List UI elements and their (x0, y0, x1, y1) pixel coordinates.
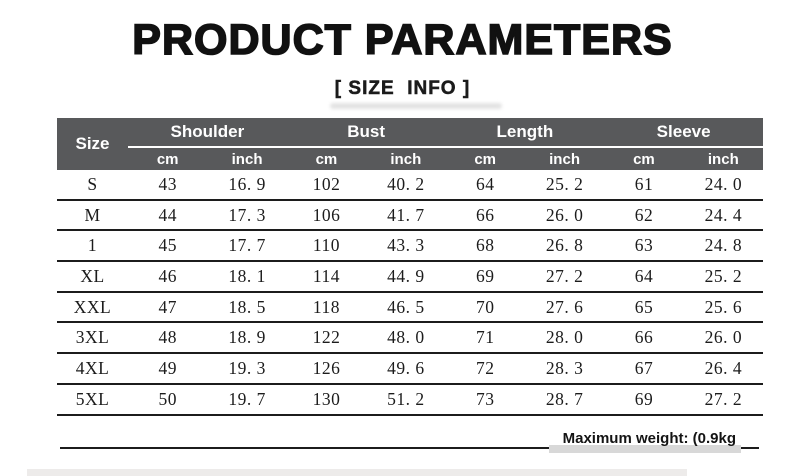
measurement-value: 51. 2 (366, 384, 445, 415)
size-label: 4XL (57, 353, 128, 384)
table-row (57, 170, 763, 200)
measurement-value: 19. 3 (207, 353, 286, 384)
measurement-value: 26. 8 (525, 230, 604, 261)
measurement-value: 28. 7 (525, 384, 604, 415)
measurement-value: 18. 9 (207, 322, 286, 353)
measurement-value: 71 (446, 322, 525, 353)
unit-header-length-inch: inch (525, 147, 604, 170)
table-row (57, 292, 763, 323)
size-label: XL (57, 261, 128, 292)
measurement-value: 64 (446, 170, 525, 200)
measurement-value: 16. 9 (207, 170, 286, 200)
measurement-value: 24. 8 (684, 230, 763, 261)
measurement-value: 72 (446, 353, 525, 384)
unit-header-sleeve-cm: cm (604, 147, 683, 170)
measurement-value: 47 (128, 292, 207, 323)
measurement-value: 46. 5 (366, 292, 445, 323)
measurement-value: 43. 3 (366, 230, 445, 261)
size-label: 3XL (57, 322, 128, 353)
measurement-value: 25. 6 (684, 292, 763, 323)
measurement-value: 49 (128, 353, 207, 384)
measurement-value: 66 (604, 322, 683, 353)
size-label: XXL (57, 292, 128, 323)
measurement-value: 102 (287, 170, 366, 200)
measurement-value: 69 (446, 261, 525, 292)
measurement-value: 45 (128, 230, 207, 261)
measurement-value: 26. 4 (684, 353, 763, 384)
measurement-value: 28. 0 (525, 322, 604, 353)
size-label: 1 (57, 230, 128, 261)
measurement-value: 63 (604, 230, 683, 261)
measurement-value: 24. 0 (684, 170, 763, 200)
size-table (57, 118, 763, 416)
measurement-value: 44. 9 (366, 261, 445, 292)
subtitle-shadow-decoration (330, 103, 502, 109)
measurement-value: 18. 1 (207, 261, 286, 292)
size-label: 5XL (57, 384, 128, 415)
max-weight-note: Maximum weight: (0.9kg (562, 430, 736, 447)
measurement-value: 70 (446, 292, 525, 323)
size-table-body (57, 170, 763, 415)
measurement-value: 44 (128, 200, 207, 231)
table-row (57, 322, 763, 353)
unit-header-bust-inch: inch (366, 147, 445, 170)
measurement-value: 48 (128, 322, 207, 353)
measurement-value: 46 (128, 261, 207, 292)
column-header-shoulder: Shoulder (128, 118, 287, 147)
measurement-value: 73 (446, 384, 525, 415)
measurement-value: 17. 7 (207, 230, 286, 261)
measurement-value: 25. 2 (525, 170, 604, 200)
measurement-value: 64 (604, 261, 683, 292)
measurement-value: 19. 7 (207, 384, 286, 415)
measurement-value: 28. 3 (525, 353, 604, 384)
measurement-value: 18. 5 (207, 292, 286, 323)
column-header-length: Length (446, 118, 605, 147)
measurement-value: 61 (604, 170, 683, 200)
measurement-value: 65 (604, 292, 683, 323)
measurement-value: 118 (287, 292, 366, 323)
measurement-value: 62 (604, 200, 683, 231)
table-row (57, 230, 763, 261)
measurement-value: 49. 6 (366, 353, 445, 384)
table-row (57, 261, 763, 292)
measurement-value: 48. 0 (366, 322, 445, 353)
size-table-header (57, 118, 763, 170)
measurement-value: 68 (446, 230, 525, 261)
measurement-value: 27. 2 (525, 261, 604, 292)
size-label: S (57, 170, 128, 200)
measurement-value: 26. 0 (525, 200, 604, 231)
column-header-bust: Bust (287, 118, 446, 147)
size-info-subtitle: [ SIZE INFO ] (334, 78, 471, 99)
measurement-value: 66 (446, 200, 525, 231)
measurement-value: 126 (287, 353, 366, 384)
footer-area (57, 424, 763, 450)
measurement-value: 43 (128, 170, 207, 200)
table-row (57, 353, 763, 384)
measurement-value: 122 (287, 322, 366, 353)
measurement-value: 106 (287, 200, 366, 231)
measurement-value: 24. 4 (684, 200, 763, 231)
size-label: M (57, 200, 128, 231)
measurement-value: 41. 7 (366, 200, 445, 231)
table-row (57, 384, 763, 415)
measurement-value: 40. 2 (366, 170, 445, 200)
measurement-value: 110 (287, 230, 366, 261)
unit-header-shoulder-inch: inch (207, 147, 286, 170)
unit-header-length-cm: cm (446, 147, 525, 170)
page-title: PRODUCT PARAMETERS (132, 16, 673, 64)
table-row (57, 200, 763, 231)
column-header-sleeve: Sleeve (604, 118, 763, 147)
next-section-edge-decoration (27, 469, 687, 476)
measurement-value: 69 (604, 384, 683, 415)
unit-header-sleeve-inch: inch (684, 147, 763, 170)
measurement-value: 50 (128, 384, 207, 415)
measurement-value: 26. 0 (684, 322, 763, 353)
unit-header-bust-cm: cm (287, 147, 366, 170)
measurement-value: 67 (604, 353, 683, 384)
measurement-value: 114 (287, 261, 366, 292)
measurement-value: 27. 2 (684, 384, 763, 415)
unit-header-shoulder-cm: cm (128, 147, 207, 170)
measurement-value: 25. 2 (684, 261, 763, 292)
measurement-value: 130 (287, 384, 366, 415)
column-header-size: Size (57, 118, 128, 170)
measurement-value: 17. 3 (207, 200, 286, 231)
measurement-value: 27. 6 (525, 292, 604, 323)
